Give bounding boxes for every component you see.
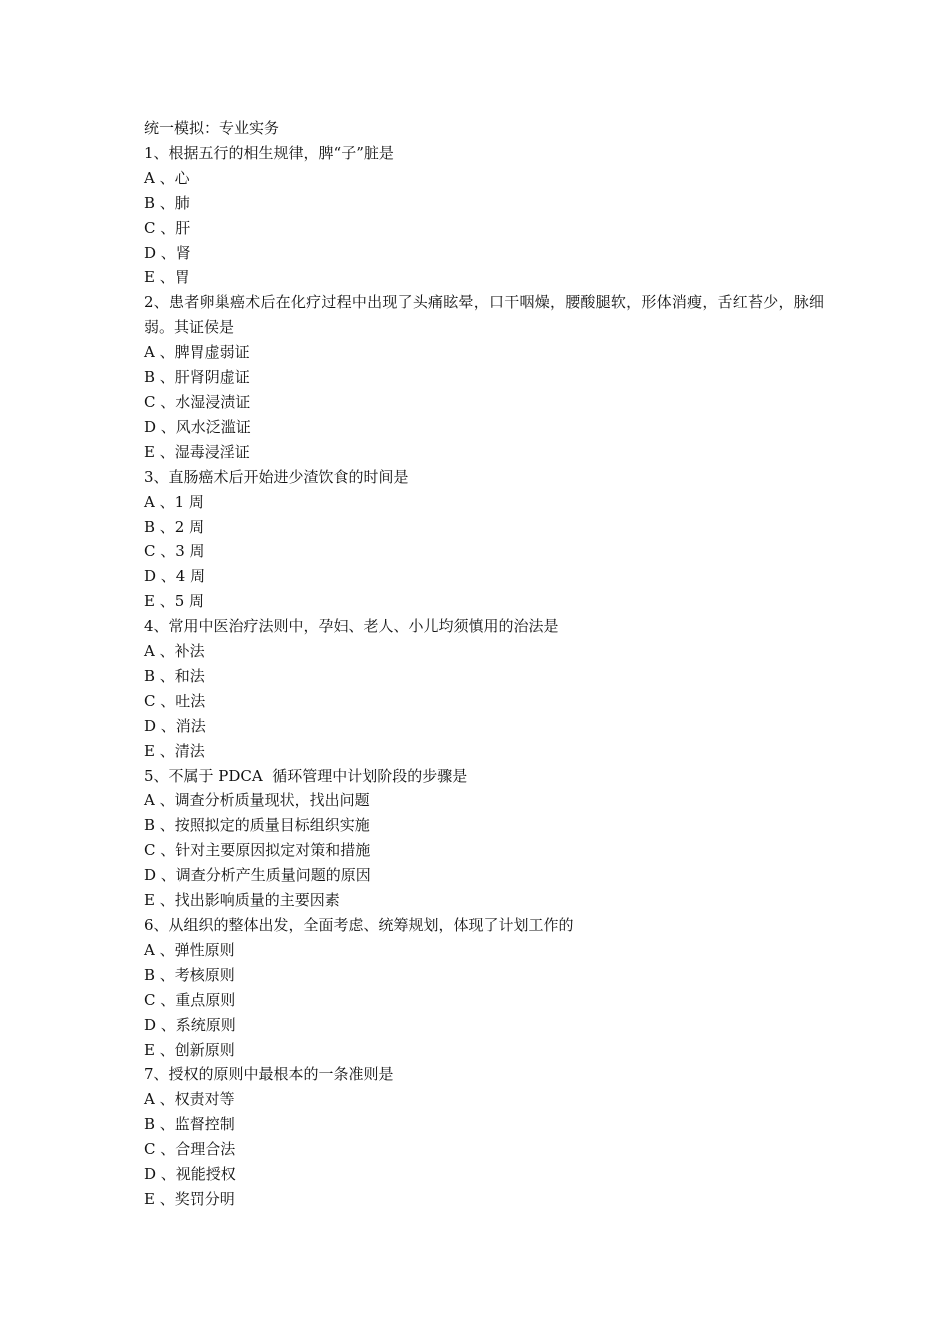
question-stem: 6、从组织的整体出发，全面考虑、统筹规划，体现了计划工作的 bbox=[144, 916, 574, 934]
option-d: D 、消法 bbox=[144, 716, 206, 735]
option-e: E 、找出影响质量的主要因素 bbox=[144, 891, 340, 910]
option-e: E 、创新原则 bbox=[144, 1040, 235, 1059]
option-c: C 、肝 bbox=[144, 218, 191, 237]
option-a: A 、弹性原则 bbox=[144, 940, 235, 959]
option-e: E 、湿毒浸淫证 bbox=[144, 442, 250, 461]
option-d: D 、肾 bbox=[144, 243, 191, 262]
question-stem: 3、直肠癌术后开始进少渣饮食的时间是 bbox=[144, 467, 409, 486]
option-a: A 、补法 bbox=[144, 642, 205, 661]
option-d: D 、4 周 bbox=[144, 567, 206, 586]
option-c: C 、吐法 bbox=[144, 691, 206, 710]
option-e: E 、胃 bbox=[144, 268, 190, 287]
option-b: B 、和法 bbox=[144, 666, 205, 685]
question-5 bbox=[144, 764, 824, 913]
document-page bbox=[144, 116, 824, 1212]
option-c: C 、水湿浸渍证 bbox=[144, 392, 251, 411]
option-a: A 、权责对等 bbox=[144, 1090, 235, 1109]
option-c: C 、3 周 bbox=[144, 542, 205, 561]
question-7 bbox=[144, 1062, 824, 1211]
option-a: A 、心 bbox=[144, 168, 190, 187]
option-a: A 、1 周 bbox=[144, 492, 204, 511]
option-d: D 、视能授权 bbox=[144, 1165, 236, 1184]
option-b: B 、2 周 bbox=[144, 517, 205, 536]
option-d: D 、风水泛滥证 bbox=[144, 417, 251, 436]
option-c: C 、合理合法 bbox=[144, 1140, 236, 1159]
question-stem: 4、常用中医治疗法则中，孕妇、老人、小儿均须慎用的治法是 bbox=[144, 617, 559, 636]
option-b: B 、监督控制 bbox=[144, 1115, 235, 1134]
question-6 bbox=[144, 913, 824, 1062]
document-title: 统一模拟：专业实务 bbox=[144, 119, 280, 137]
option-c: C 、针对主要原因拟定对策和措施 bbox=[144, 841, 371, 860]
option-e: E 、清法 bbox=[144, 741, 205, 760]
question-3 bbox=[144, 465, 824, 614]
option-b: B 、肺 bbox=[144, 193, 190, 212]
question-stem: 7、授权的原则中最根本的一条准则是 bbox=[144, 1065, 394, 1084]
option-d: D 、系统原则 bbox=[144, 1015, 236, 1034]
option-e: E 、奖罚分明 bbox=[144, 1189, 235, 1208]
question-4 bbox=[144, 614, 824, 763]
option-c: C 、重点原则 bbox=[144, 990, 236, 1009]
option-b: B 、考核原则 bbox=[144, 965, 235, 984]
option-d: D 、调查分析产生质量问题的原因 bbox=[144, 866, 371, 885]
question-stem: 5、不属于 PDCA 循环管理中计划阶段的步骤是 bbox=[144, 766, 468, 785]
option-e: E 、5 周 bbox=[144, 592, 205, 611]
option-a: A 、调查分析质量现状，找出问题 bbox=[144, 791, 370, 810]
question-stem: 2、患者卵巢癌术后在化疗过程中出现了头痛眩晕，口干咽燥，腰酸腿软，形体消瘦，舌红苔少，脉细弱。其证侯是 bbox=[144, 293, 824, 337]
question-2 bbox=[144, 290, 824, 464]
option-b: B 、肝肾阴虚证 bbox=[144, 368, 250, 387]
option-b: B 、按照拟定的质量目标组织实施 bbox=[144, 816, 370, 835]
question-stem: 1、根据五行的相生规律，脾“子”脏是 bbox=[144, 143, 394, 162]
option-a: A 、脾胃虚弱证 bbox=[144, 343, 250, 362]
question-1 bbox=[144, 141, 824, 290]
